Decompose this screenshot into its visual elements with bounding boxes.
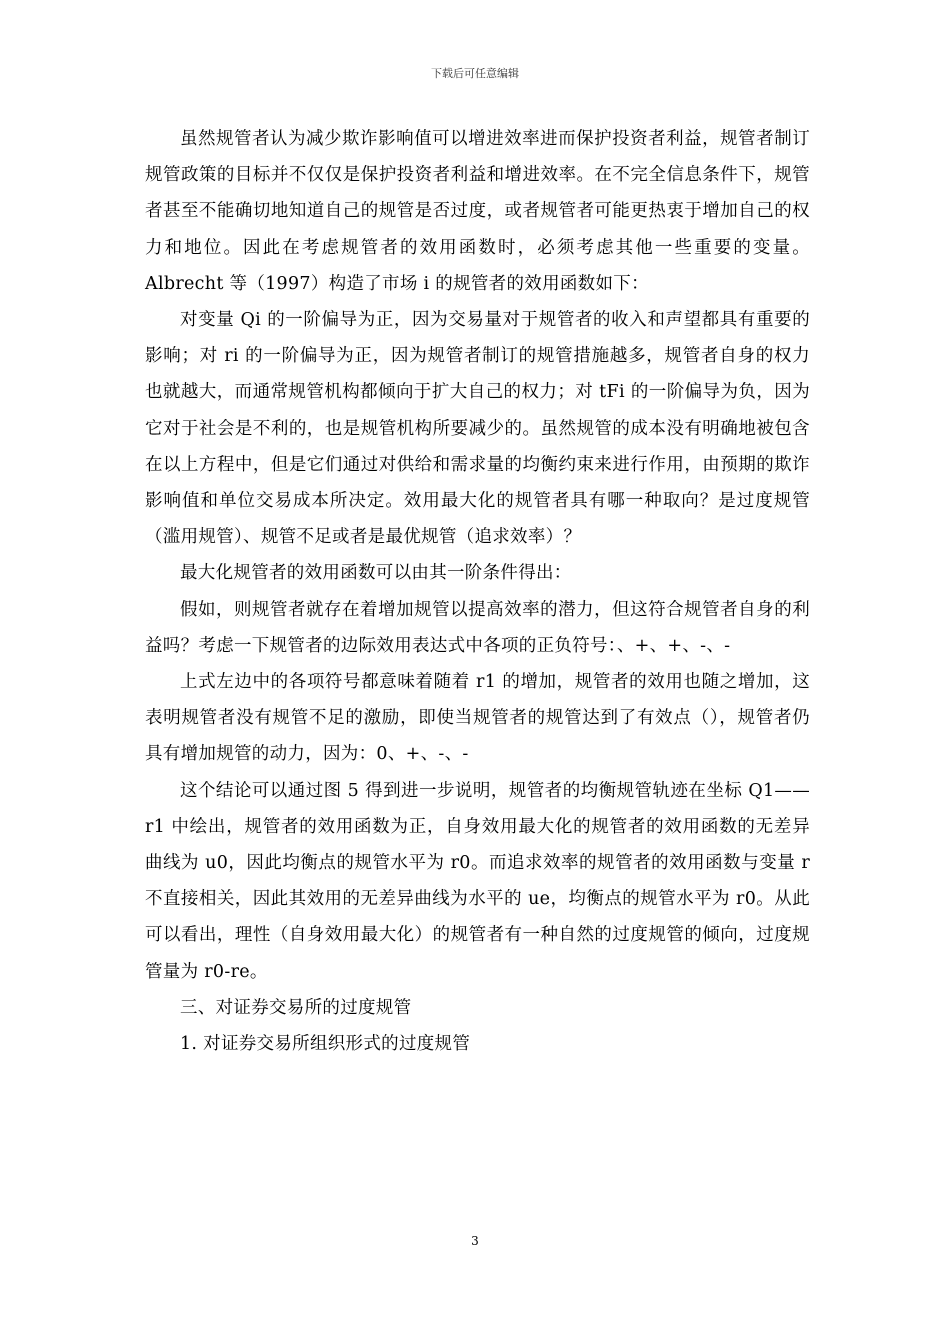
section-heading-exchange-over-regulation: 三、对证券交易所的过度规管 <box>180 997 412 1018</box>
paragraph-no-under-regulation: 上式左边中的各项符号都意味着随着 r1 的增加，规管者的效用也随之增加，这表明规管者没有规管不足的激励，即使当规管者的规管达到了有效点（），规管者仍具有增加规管的动力，因为：0、+、-、- <box>145 672 810 765</box>
document-body <box>145 121 810 1062</box>
paragraph-figure5-explanation: 这个结论可以通过图 5 得到进一步说明，规管者的均衡规管轨迹在坐标 Q1——r1 中绘出，规管者的效用函数为正，自身效用最大化的规管者的效用函数的无差异曲线为 u0，因此均衡点的规管水平为 r0。而追求效率的规管者的效用函数与变量 r 不直接相关，因此其效用的无差异曲线为水平的 ue，均衡点的规管水平为 r0。从此可以看出，理性（自身效用最大化）的规管者有一种自然的过度规管的倾向，过度规管量为 r0-re。 <box>145 780 810 982</box>
page-number: 3 <box>471 1234 479 1248</box>
paragraph-marginal-utility-signs: 假如，则规管者就存在着增加规管以提高效率的潜力，但这符合规管者自身的利益吗？考虑一下规管者的边际效用表达式中各项的正负符号：、+、+、-、- <box>145 599 810 656</box>
paragraph-first-order-condition: 最大化规管者的效用函数可以由其一阶条件得出： <box>180 563 572 584</box>
paragraph-regulator-utility-intro: 虽然规管者认为减少欺诈影响值可以增进效率进而保护投资者利益，规管者制订规管政策的目标并不仅仅是保护投资者利益和增进效率。在不完全信息条件下，规管者甚至不能确切地知道自己的规管是否过度，或者规管者可能更热衷于增加自己的权力和地位。因此在考虑规管者的效用函数时，必须考虑其他一些重要的变量。Albrecht 等（1997）构造了市场 i 的规管者的效用函数如下： <box>145 129 810 294</box>
paragraph-partial-derivatives: 对变量 Qi 的一阶偏导为正，因为交易量对于规管者的收入和声望都具有重要的影响；对 ri 的一阶偏导为正，因为规管者制订的规管措施越多，规管者自身的权力也就越大，而通常规管机构都倾向于扩大自己的权力；对 tFi 的一阶偏导为负，因为它对于社会是不利的，也是规管机构所要减少的。虽然规管的成本没有明确地被包含在以上方程中，但是它们通过对供给和需求量的均衡约束来进行作用，由预期的欺诈影响值和单位交易成本所决定。效用最大化的规管者具有哪一种取向？是过度规管（滥用规管）、规管不足或者是最优规管（追求效率）？ <box>145 310 810 548</box>
page-header: 下载后可任意编辑 <box>431 67 519 80</box>
subsection-heading-organization-form: 1. 对证券交易所组织形式的过度规管 <box>180 1034 471 1055</box>
